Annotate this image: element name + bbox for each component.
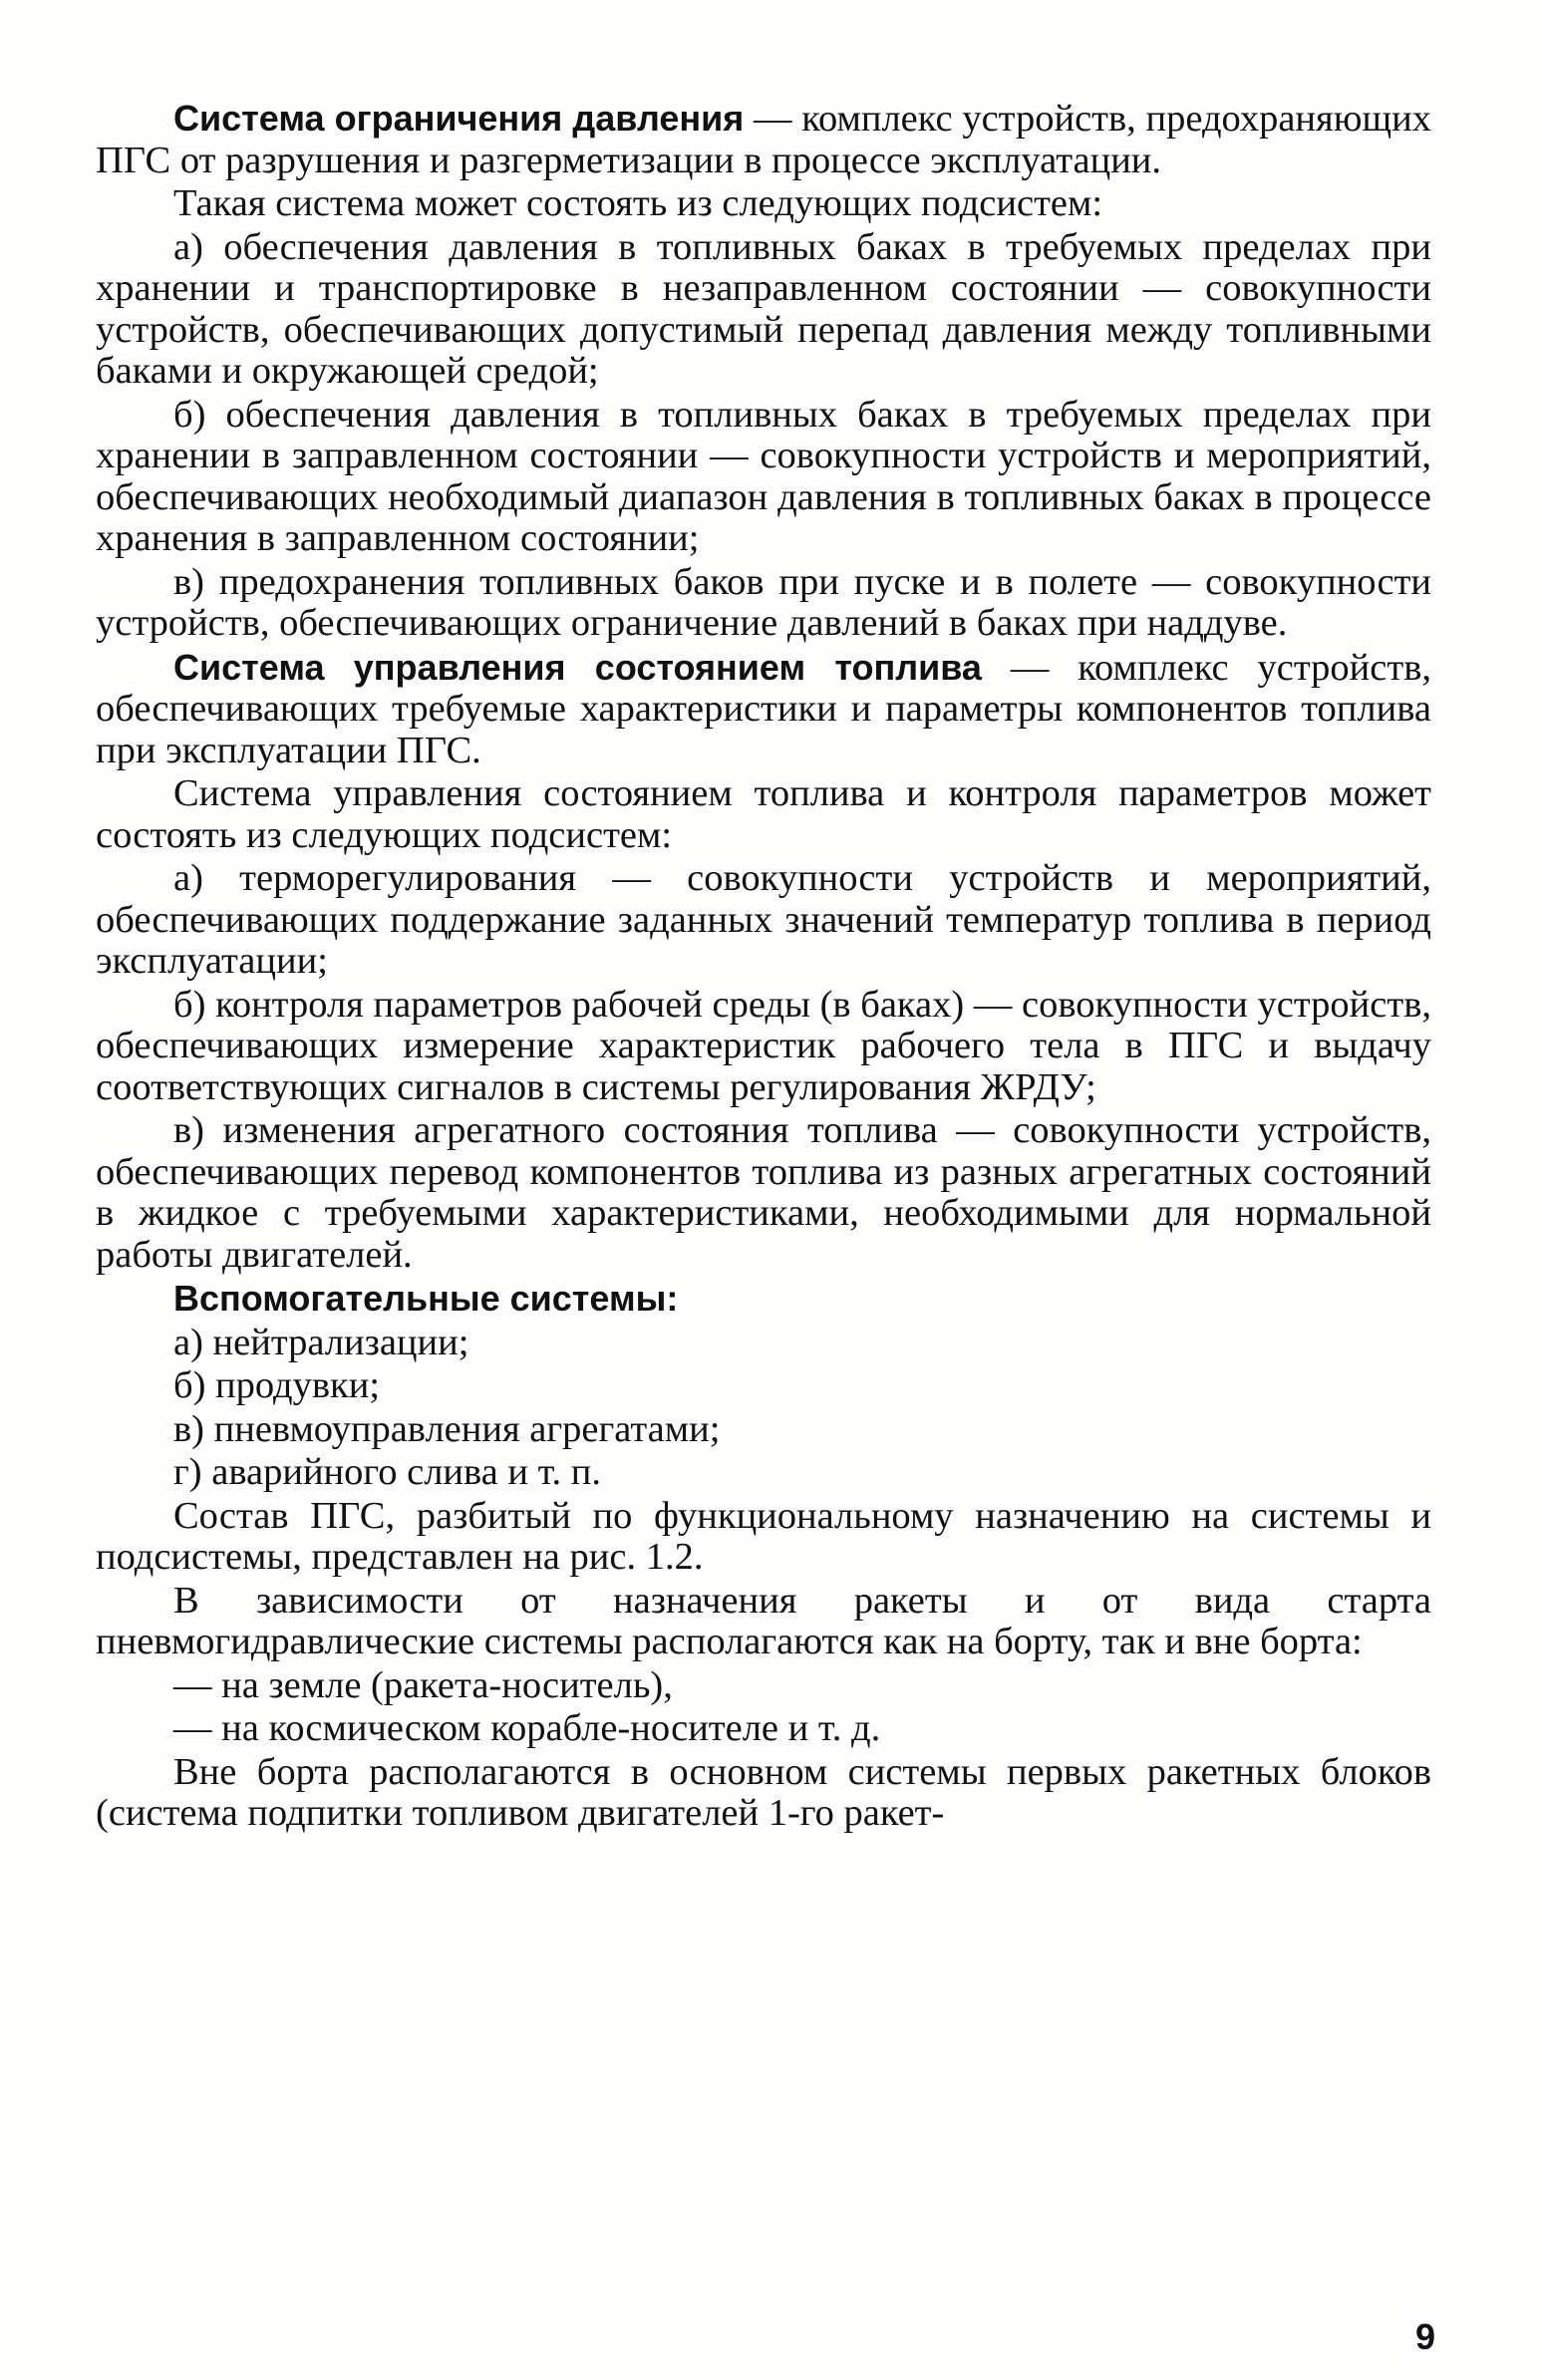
list-item-pressure-a: а) обеспечения давления в топливных баках в требуемых пределах при хранении и транспортировке в незаправленном состоянии — совокупности устройств, обеспечивающих допустимый перепад давления между топливными баками и окружающей средой;	[96, 225, 1431, 392]
paragraph-location: В зависимости от назначения ракеты и от вида старта пневмогидравлические системы располагаются как на борту, так и вне борта:	[96, 1579, 1431, 1662]
list-item-pressure-b: б) обеспечения давления в топливных баках в требуемых пределах при хранении в заправленном состоянии — совокупности устройств и мероприятий, обеспечивающих необходимый диапазон давления в топливных баках в процессе хранения в заправленном состоянии;	[96, 393, 1431, 559]
location-item: — на земле (ракета-носитель),	[173, 1663, 673, 1706]
term-pressure-limit-system: Система ограничения давления	[173, 98, 745, 139]
location-item: — на космическом корабле-носителе и т. д.	[173, 1707, 881, 1749]
paragraph-subsystems-intro: Такая система может состоять из следующих подсистем:	[173, 182, 1103, 224]
list-item-fuel-c: в) изменения агрегатного состояния топлива — совокупности устройств, обеспечивающих перевод компонентов топлива из разных агрегатных состояний в жидкое с требуемыми характеристиками, необходимыми для нормальной работы двигателей.	[96, 1109, 1431, 1276]
body-text	[96, 98, 1431, 1835]
auxiliary-heading: Вспомогательные системы:	[173, 1278, 679, 1319]
term-fuel-state-system: Система управления состоянием топлива	[173, 646, 982, 688]
auxiliary-heading-line	[96, 1278, 1431, 1321]
list-item-pressure-c: в) предохранения топливных баков при пуске и в полете — совокупности устройств, обеспечивающих ограничение давлений в баках при наддуве.	[96, 560, 1431, 644]
paragraph-pressure-limit-system	[96, 98, 1431, 181]
paragraph-composition: Состав ПГС, разбитый по функциональному назначению на системы и подсистемы, представлен на рис. 1.2.	[96, 1494, 1431, 1578]
auxiliary-item: б) продувки;	[173, 1364, 381, 1406]
paragraph-fuel-state-system	[96, 647, 1431, 772]
paragraph-fuel-subsystems-intro: Система управления состоянием топлива и контроля параметров может состоять из следующих подсистем:	[96, 772, 1431, 856]
list-item-fuel-b: б) контроля параметров рабочей среды (в баках) — совокупности устройств, обеспечивающих измерение характеристик рабочего тела в ПГС и выдачу соответствующих сигналов в системы регулирования ЖРДУ;	[96, 983, 1431, 1108]
definition-pressure-limit-system: — комплекс устройств, предохраняющих ПГС от разрушения и разгерметизации в процессе эксплуатации.	[96, 98, 1432, 181]
paragraph-offboard: Вне борта располагаются в основном системы первых ракетных блоков (система подпитки топливом двигателей 1-го ракет-	[96, 1750, 1431, 1834]
auxiliary-item: г) аварийного слива и т. п.	[173, 1451, 602, 1493]
page-number: 9	[1414, 2316, 1435, 2357]
auxiliary-item: а) нейтрализации;	[173, 1321, 469, 1363]
list-item-fuel-a: а) терморегулирования — совокупности устройств и мероприятий, обеспечивающих поддержание заданных значений температур топлива в период эксплуатации;	[96, 857, 1431, 982]
auxiliary-item: в) пневмоуправления агрегатами;	[173, 1407, 721, 1450]
definition-fuel-state-system: — комплекс устройств, обеспечивающих требуемые характеристики и параметры компонентов топлива при эксплуатации ПГС.	[96, 646, 1431, 771]
